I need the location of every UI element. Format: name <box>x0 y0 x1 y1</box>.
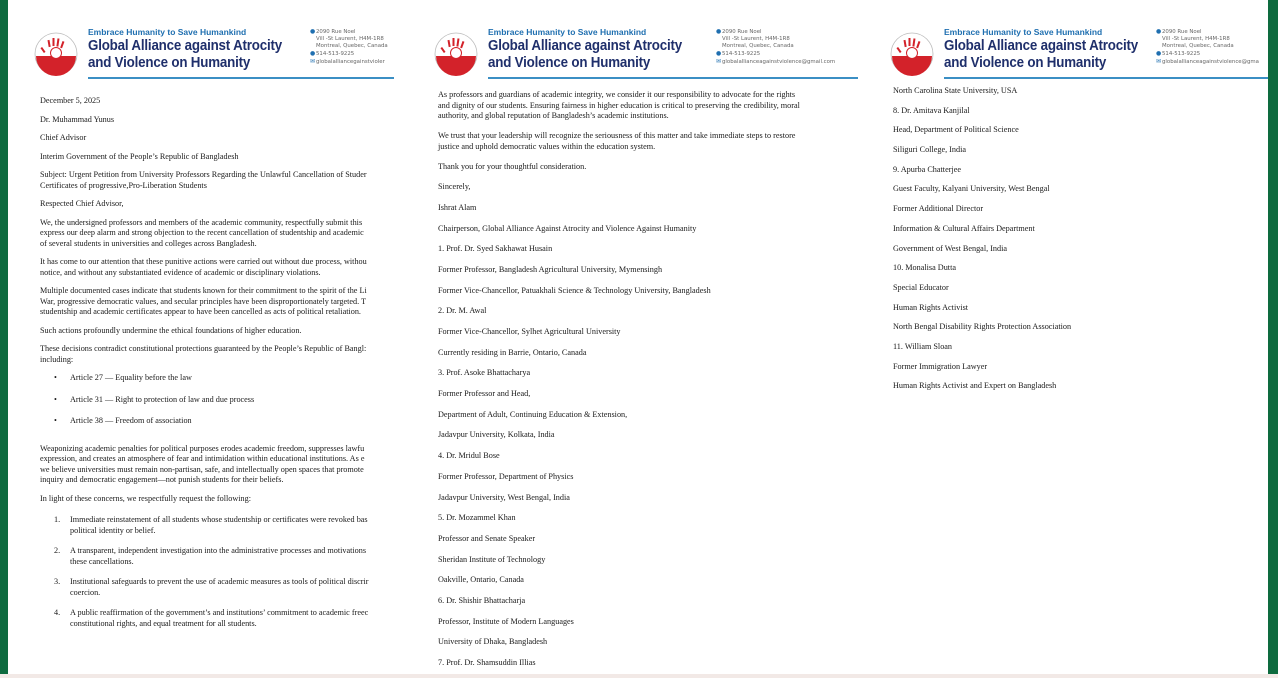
phone-number: 514-513-9225 <box>1162 51 1201 57</box>
letter-body <box>40 96 394 639</box>
organization-name <box>88 38 282 72</box>
signatory-line: Chairperson, Global Alliance Against Atrocity and Violence Against Humanity <box>438 223 697 233</box>
letterhead-rule <box>488 77 858 79</box>
signatory-line: Jadavpur University, Kolkata, India <box>438 430 555 440</box>
address-line: 2090 Rue Noel <box>316 29 356 35</box>
paragraph: We, the undersigned professors and members of the academic community, respectfully submit this express our deep alarm and strong objection to the recent cancellation of studentship and academic of several students in universities and colleges across Bangladesh. <box>40 217 364 248</box>
email-address: globalalliancegainstvioler <box>316 59 385 65</box>
org-line-2: and Violence on Humanity <box>88 55 251 71</box>
signatory-line: Human Rights Activist <box>893 302 969 312</box>
signatory-line: Special Educator <box>893 282 949 292</box>
subject: Subject: Urgent Petition from University Professors Regarding the Unlawful Cancellation of Studer Certificates of progressive,Pro-Liberation Students <box>40 170 367 190</box>
address-line: Vill -St Laurent, H4M-1R8 <box>316 36 384 42</box>
tagline: Embrace Humanity to Save Humankind <box>944 27 1103 37</box>
signatory-line: Former Professor and Head, <box>438 389 531 399</box>
list-item: 1. Immediate reinstatement of all students whose studentship or certificates were revoked bas political identity or belief. <box>54 515 368 535</box>
org-line-2: and Violence on Humanity <box>488 55 651 71</box>
green-frame-left <box>0 0 8 678</box>
email-address: globalallianceagainstviolence@gma <box>1162 59 1259 65</box>
recipient-office: Interim Government of the People’s Republic of Bangladesh <box>40 151 239 161</box>
signatory-line: 5. Dr. Mozammel Khan <box>438 513 516 523</box>
list-item: 2. A transparent, independent investigation into the administrative processes and motivations these cancellations. <box>54 546 367 566</box>
organization-name <box>488 38 682 72</box>
contact-info <box>1156 28 1259 66</box>
organization-name <box>944 38 1138 72</box>
signatory-line: Department of Adult, Continuing Education & Extension, <box>438 409 628 419</box>
signatory-line: Human Rights Activist and Expert on Bangladesh <box>893 381 1057 391</box>
address-line: Vill -St Laurent, H4M-1R8 <box>1162 36 1230 42</box>
signatory-line: Siliguri College, India <box>893 145 966 155</box>
mail-icon: ✉ <box>1156 58 1162 65</box>
signatory-line: Thank you for your thoughtful consideration. <box>438 161 587 171</box>
signatories <box>893 86 1268 392</box>
signatory-line: Oakville, Ontario, Canada <box>438 575 524 585</box>
signatory-line: Jadavpur University, West Bengal, India <box>438 492 570 502</box>
signatory-line: North Bengal Disability Rights Protection Association <box>893 322 1072 332</box>
signatory-line: 6. Dr. Shishir Bhattacharja <box>438 595 526 605</box>
contact-info <box>716 28 835 66</box>
requests-list <box>40 515 394 629</box>
recipient: Dr. Muhammad Yunus <box>40 114 115 124</box>
signatory-line: Information & Cultural Affairs Department <box>893 223 1035 233</box>
letter-body <box>893 86 1268 401</box>
address-line: Montreal, Quebec, Canada <box>1162 43 1234 49</box>
phone-icon: ● <box>1156 50 1162 57</box>
location-icon: ● <box>310 28 316 35</box>
letterhead-rule <box>88 77 394 79</box>
list-item: • Article 38 — Freedom of association <box>40 416 394 427</box>
letter-body <box>438 90 858 674</box>
address-line: Vill -St Laurent, H4M-1R8 <box>722 36 790 42</box>
paragraph: Multiple documented cases indicate that students known for their commitment to the spirit of the Li War, progressive democratic values, and secular principles have been disproportionately targeted. T studentship and academic certificates appear to have been cancelled as acts of political retaliation. <box>40 286 367 316</box>
list-item: • Article 27 — Equality before the law <box>40 373 394 384</box>
org-line-1: Global Alliance against Atrocity <box>88 38 283 54</box>
phone-icon: ● <box>310 50 316 57</box>
list-item: • Article 31 — Right to protection of law and due process <box>40 395 394 406</box>
articles-list <box>40 373 394 427</box>
phone-number: 514-513-9225 <box>316 51 355 57</box>
signatory-line: Guest Faculty, Kalyani University, West Bengal <box>893 184 1050 194</box>
address-line: Montreal, Quebec, Canada <box>722 43 794 49</box>
signatory-line: 2. Dr. M. Awal <box>438 306 487 316</box>
signatory-line: Sincerely, <box>438 182 471 192</box>
paragraph: In light of these concerns, we respectfully request the following: <box>40 493 251 503</box>
date: December 5, 2025 <box>40 96 101 105</box>
signatory-line: Ishrat Alam <box>438 202 477 212</box>
signatory-line: Sheridan Institute of Technology <box>438 554 546 564</box>
signatory-line: 9. Apurba Chatterjee <box>893 164 961 174</box>
list-item: 4. A public reaffirmation of the government’s and institutions’ commitment to academic freec constitutional rights, and equal treatment for all students. <box>54 608 369 628</box>
paragraph: As professors and guardians of academic integrity, we consider it our responsibility to advocate for the rights and dignity of our students. Ensuring fairness in higher education is critical to preserving the credibility, moral authority, and global reputation of Bangladesh’s academic institutions. <box>438 90 800 120</box>
signatory-line: Former Professor, Bangladesh Agricultural University, Mymensingh <box>438 264 663 274</box>
list-item: 3. Institutional safeguards to prevent the use of academic measures as tools of political discrir coercion. <box>54 577 369 597</box>
signatory-line: Former Vice-Chancellor, Sylhet Agricultural University <box>438 327 621 336</box>
mail-icon: ✉ <box>716 58 722 65</box>
tagline: Embrace Humanity to Save Humankind <box>488 27 647 37</box>
signatory-line: 10. Monalisa Dutta <box>893 263 956 273</box>
paragraph: Such actions profoundly undermine the ethical foundations of higher education. <box>40 325 302 335</box>
org-line-1: Global Alliance against Atrocity <box>488 38 683 54</box>
signatory-line: Head, Department of Political Science <box>893 125 1019 135</box>
location-icon: ● <box>1156 28 1162 35</box>
signatory-line: 1. Prof. Dr. Syed Sakhawat Husain <box>438 244 553 254</box>
contact-info <box>310 28 388 66</box>
paragraph: We trust that your leadership will recognize the seriousness of this matter and take immediate steps to restore justice and uphold democratic values within the education system. <box>438 131 796 151</box>
signatory-line: 7. Prof. Dr. Shamsuddin Illias <box>438 658 536 667</box>
letterhead <box>434 26 860 84</box>
letter-page-2 <box>420 0 860 674</box>
signatory-line: 4. Dr. Mridul Bose <box>438 451 500 461</box>
letter-page-3 <box>870 0 1268 674</box>
location-icon: ● <box>716 28 722 35</box>
letter-page-1 <box>8 0 394 674</box>
mail-icon: ✉ <box>310 58 316 65</box>
bottom-strip <box>0 674 1278 678</box>
signatory-line: 11. William Sloan <box>893 341 953 351</box>
letterhead <box>34 26 394 84</box>
phone-number: 514-513-9225 <box>722 51 761 57</box>
signatory-line: North Carolina State University, USA <box>893 86 1018 95</box>
alliance-logo-icon <box>434 32 478 76</box>
signatory-line: Former Professor, Department of Physics <box>438 471 574 481</box>
letterhead-rule <box>944 77 1268 79</box>
signatory-line: Former Additional Director <box>893 204 984 214</box>
org-line-1: Global Alliance against Atrocity <box>944 38 1139 54</box>
signatory-line: Government of West Bengal, India <box>893 243 1008 253</box>
org-line-2: and Violence on Humanity <box>944 55 1107 71</box>
signatory-line: Professor and Senate Speaker <box>438 533 536 543</box>
recipient-title: Chief Advisor <box>40 133 87 142</box>
email-address: globalallianceagainstviolence@gmail.com <box>722 59 836 65</box>
paragraph: Weaponizing academic penalties for political purposes erodes academic freedom, suppresses lawfu expression, and creates an atmosphere of fear and intimidation within educational institutions. As e we believe universities must remain non-partisan, safe, and intellectually open spaces that promote inquiry and democratic engagement—not punish students for their beliefs. <box>40 443 365 484</box>
address-line: 2090 Rue Noel <box>1162 29 1202 35</box>
alliance-logo-icon <box>890 32 934 76</box>
paragraph: It has come to our attention that these punitive actions were carried out without due process, withou notice, and without any substantiated evidence of academic or disciplinary violations. <box>40 257 367 277</box>
signatory-line: Currently residing in Barrie, Ontario, Canada <box>438 347 587 357</box>
signatory-line: 3. Prof. Asoke Bhattacharya <box>438 368 531 378</box>
letterhead <box>890 26 1268 84</box>
tagline: Embrace Humanity to Save Humankind <box>88 27 247 37</box>
green-frame-right <box>1268 0 1278 678</box>
paragraph: These decisions contradict constitutional protections guaranteed by the People’s Republic of Bangl: including: <box>40 344 367 364</box>
address-line: 2090 Rue Noel <box>722 29 762 35</box>
signatory-line: Former Immigration Lawyer <box>893 361 988 371</box>
signatory-line: Professor, Institute of Modern Languages <box>438 616 574 626</box>
phone-icon: ● <box>716 50 722 57</box>
signatory-line: 8. Dr. Amitava Kanjilal <box>893 105 970 115</box>
salutation: Respected Chief Advisor, <box>40 199 124 208</box>
signatory-line: Former Vice-Chancellor, Patuakhali Science & Technology University, Bangladesh <box>438 285 711 295</box>
signatories <box>438 162 858 669</box>
alliance-logo-icon <box>34 32 78 76</box>
address-line: Montreal, Quebec, Canada <box>316 43 388 49</box>
signatory-line: University of Dhaka, Bangladesh <box>438 637 548 647</box>
